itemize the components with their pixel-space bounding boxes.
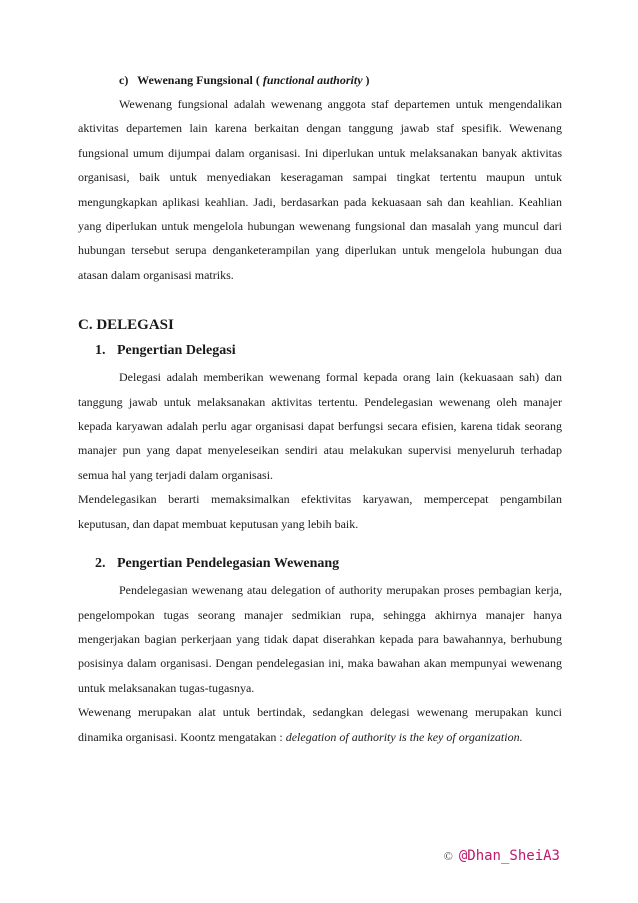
koontz-quote: delegation of authority is the key of organization. <box>285 729 523 744</box>
paragraph-text: Wewenang merupakan alat untuk bertindak, sedangkan delegasi wewenang merupakan kunci dinamika organisasi. Koontz mengatakan : <box>78 705 562 744</box>
subheading-pendelegasian-wewenang <box>95 554 562 574</box>
subheading-title-end: ) <box>365 73 370 87</box>
page-content <box>78 68 562 749</box>
subheading-pengertian-delegasi <box>95 341 562 361</box>
subheading-number: c) <box>119 73 129 87</box>
footer-watermark <box>444 848 560 864</box>
subheading-title: Pengertian Delegasi <box>117 343 236 359</box>
paragraph-delegasi-2: Mendelegasikan berarti memaksimalkan efektivitas karyawan, mempercepat pengambilan keputusan, dan dapat membuat keputusan yang lebih baik. <box>78 492 562 531</box>
subheading-title-italic: functional authority <box>262 73 363 87</box>
subheading-title: Pengertian Pendelegasian Wewenang <box>117 556 340 572</box>
paragraph-wewenang-fungsional: Wewenang fungsional adalah wewenang anggota staf departemen untuk mengendalikan aktivitas departemen lain karena berkaitan dengan tanggung jawab staf spesifik. Wewenang fungsional umum dijumpai dalam organisasi. Ini diperlukan untuk melaksanakan banyak aktivitas organisasi, baik untuk menyediakan keseragaman sampai tingkat tertentu maupun untuk mengungkapkan aplikasi keahlian. Jadi, berdasarkan pada kekuasaan sah dan keahlian. Keahlian yang diperlukan untuk mengelola hubungan wewenang fungsional dan masalah yang muncul dari hubungan tersebut serupa denganketerampilan yang diperlukan untuk mengelola hubungan dua atasan dalam organisasi matriks. <box>78 97 562 282</box>
copyright-icon: © <box>443 849 453 863</box>
paragraph-delegasi-1: Delegasi adalah memberikan wewenang formal kepada orang lain (kekuasaan sah) dan tanggung jawab untuk melaksanakan aktivitas tertentu. Pendelegasian wewenang oleh manajer kepada karyawan adalah perlu agar organisasi dapat berfungsi secara efisien, karena tidak seorang manajer pun yang dapat menyeleseikan sendiri atau melakukan supervisi menyeluruh terhadap semua hal yang terjadi dalam organisasi. <box>78 370 562 482</box>
paragraph-pendelegasian-1: Pendelegasian wewenang atau delegation of authority merupakan proses pembagian kerja, pengelompokan tugas seorang manajer sedmikian rupa, sehingga akhirnya manajer hanya mengerjakan bagian perkerjaan yang tidak dapat diserahkan kepada para bawahannya, berhubung posisinya dalam organisasi. Dengan pendelegasian ini, maka bawahan akan mempunyai wewenang untuk melaksanakan tugas-tugasnya. <box>78 583 562 695</box>
section-heading-delegasi: C. DELEGASI <box>78 317 174 334</box>
paragraph-pendelegasian-2 <box>78 700 562 749</box>
author-handle: @Dhan_SheiA3 <box>458 848 560 864</box>
subheading-wewenang-fungsional <box>119 68 562 92</box>
subheading-number: 1. <box>95 343 106 359</box>
subheading-title: Wewenang Fungsional ( <box>137 73 260 87</box>
subheading-number: 2. <box>95 556 106 572</box>
